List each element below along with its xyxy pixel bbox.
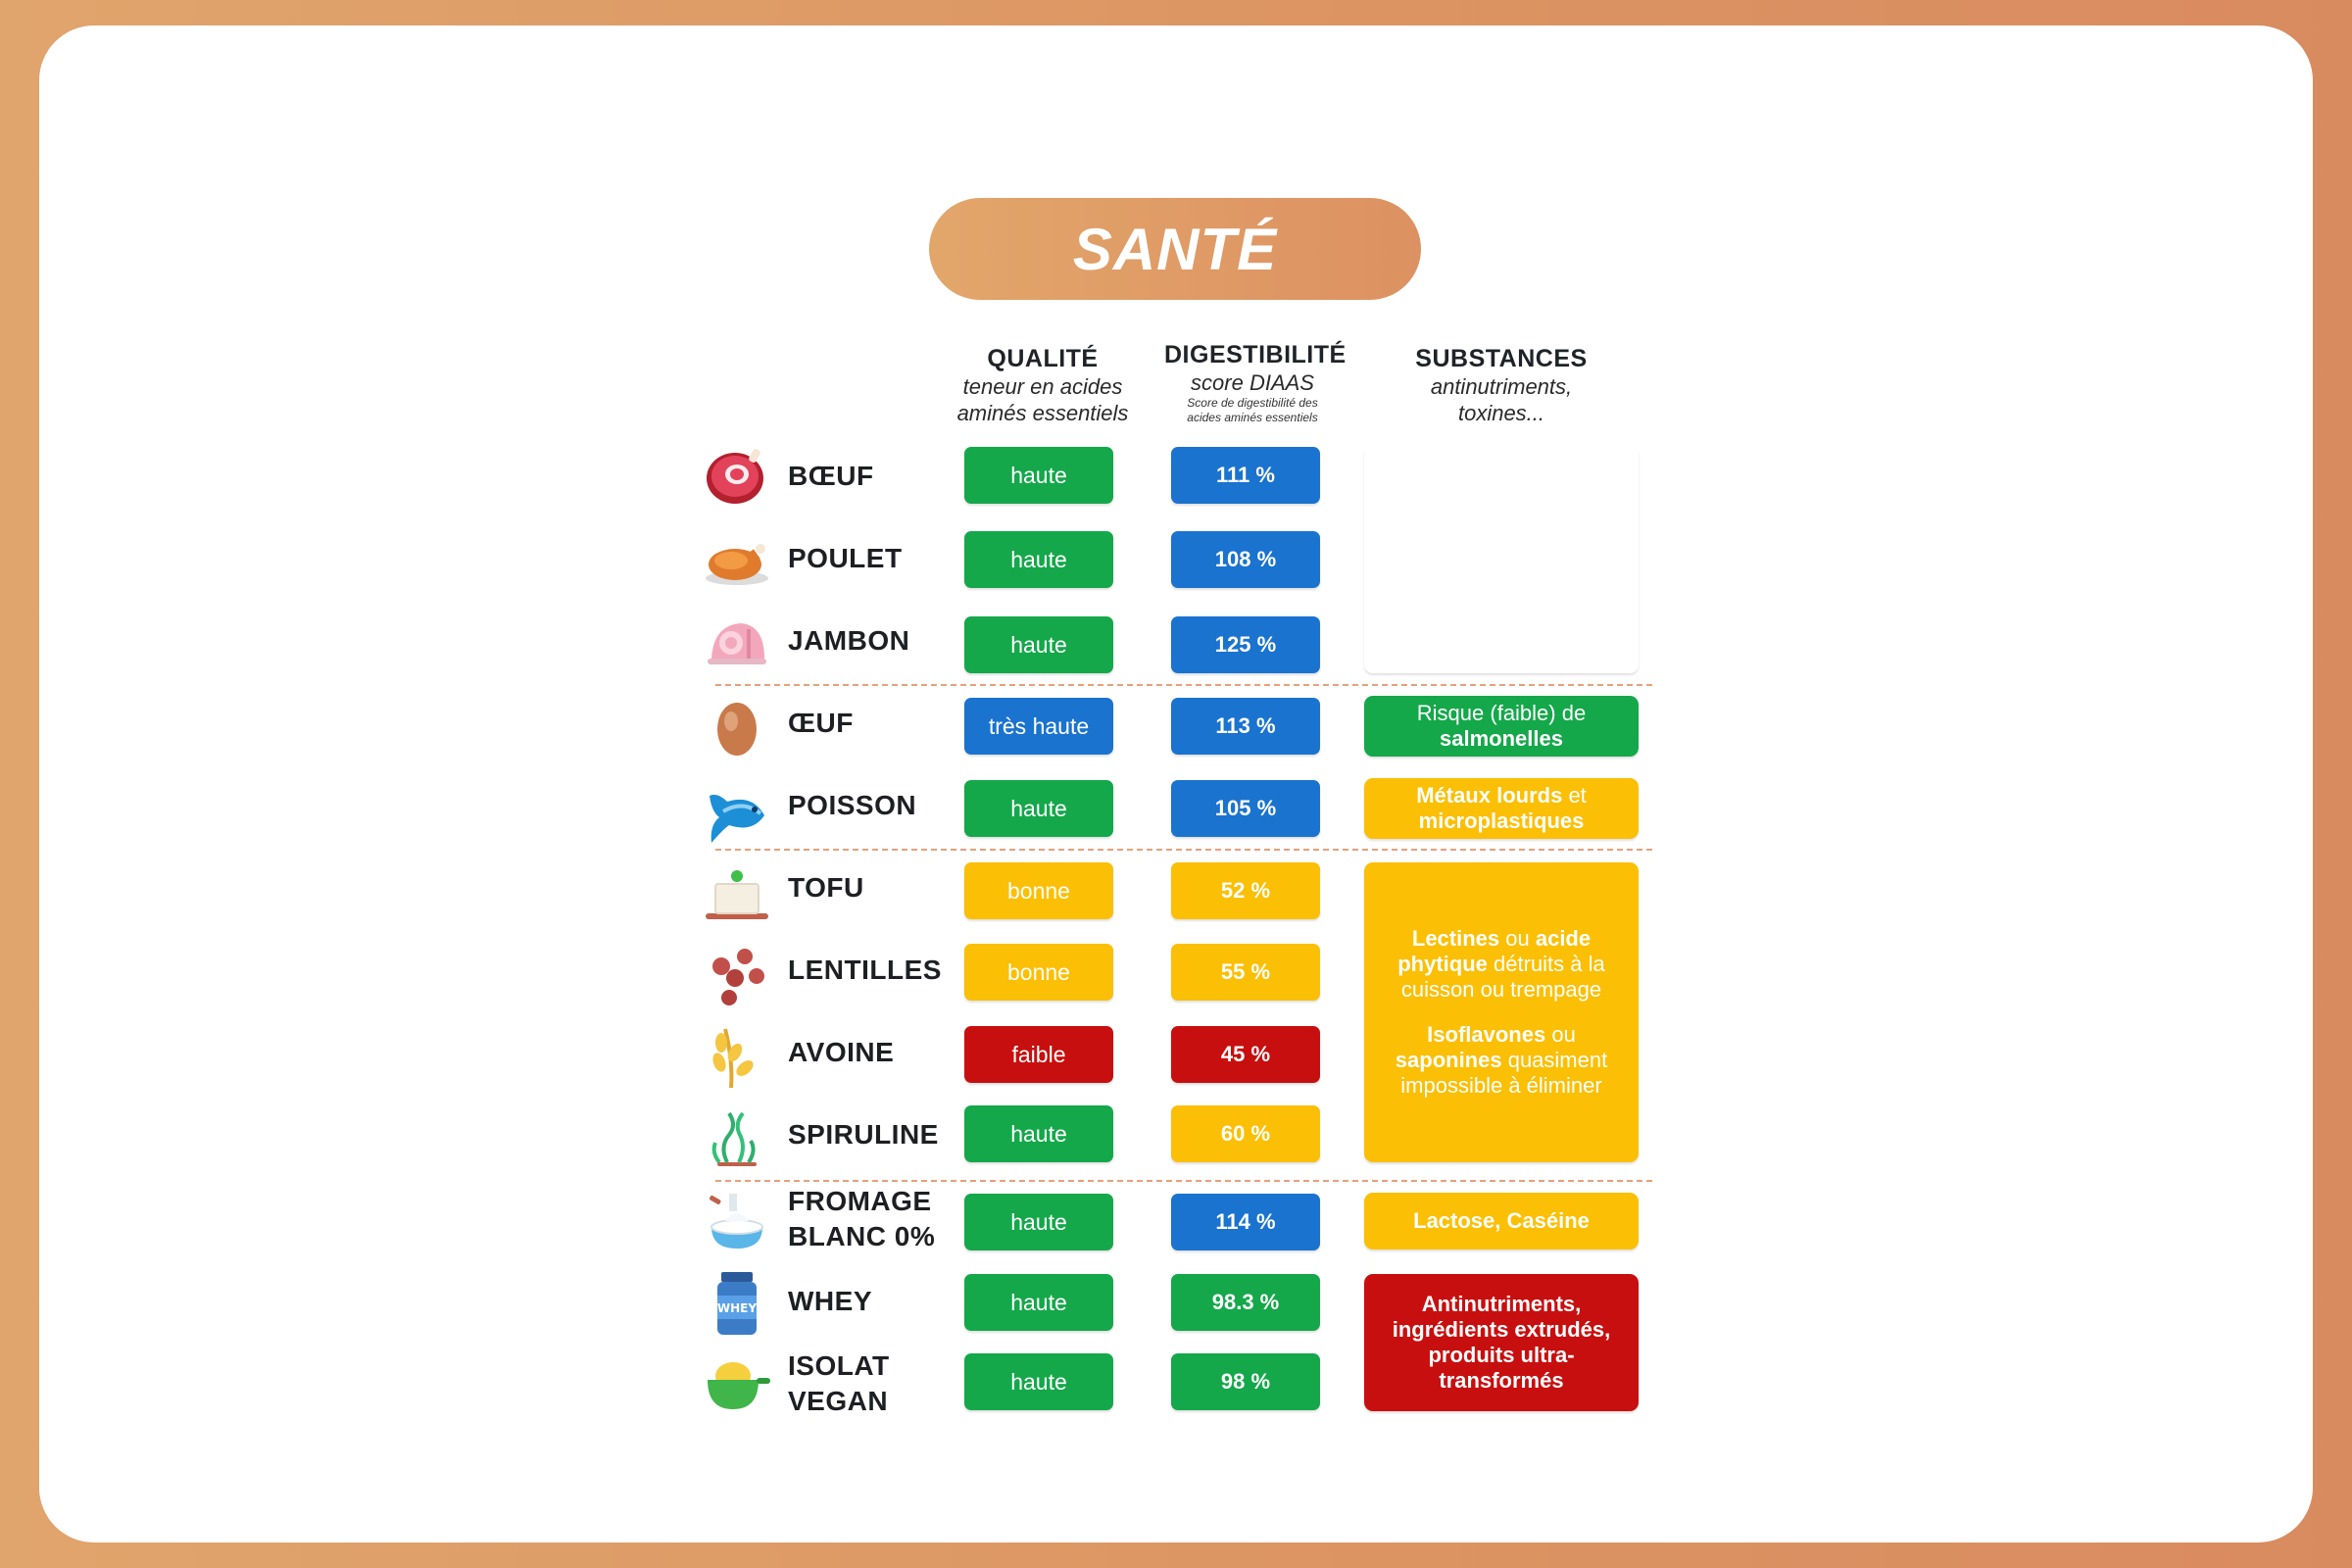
substance-quasiment: quasiment [1501,1048,1608,1072]
substance-ou: ou [1499,926,1536,951]
egg-icon [702,692,772,762]
row-label-spiruline: SPIRULINE [788,1119,939,1150]
substance-detruits: détruits à la [1487,952,1605,976]
quality-badge-avoine: faible [964,1026,1113,1083]
quality-badge-boeuf: haute [964,447,1113,504]
column-subtitle-substances-1: antinutriments, [1430,374,1573,399]
quality-badge-lentilles: bonne [964,944,1113,1001]
row-label-fromage-blanc [788,1184,935,1254]
diaas-badge-lentilles: 55 % [1171,944,1320,1001]
yogurt-bowl-icon [702,1188,772,1258]
substance-salmonelles: salmonelles [1440,726,1563,751]
diaas-badge-whey: 98.3 % [1171,1274,1320,1331]
row-label-blanc: BLANC 0% [788,1221,936,1251]
substance-saponines: saponines [1395,1048,1502,1072]
column-header-substances [1403,345,1599,426]
infographic [39,25,2313,1543]
row-label-isolat-vegan [788,1348,890,1419]
column-subtitle-digestibilite-2: Score de digestibilité des [1187,396,1318,410]
lentils-icon [702,941,772,1011]
row-label-isolat: ISOLAT [788,1350,890,1381]
ham-icon [702,608,772,678]
diaas-badge-poisson: 105 % [1171,780,1320,837]
substance-ou: ou [1545,1022,1576,1047]
substance-phytique: phytique [1397,952,1488,976]
column-title-qualite: QUALITÉ [987,345,1099,372]
quality-badge-whey: haute [964,1274,1113,1331]
substance-impossible: impossible à éliminer [1400,1073,1602,1098]
diaas-badge-oeuf: 113 % [1171,698,1320,755]
substance-ultra: produits ultra- [1428,1343,1575,1367]
substance-risque: Risque (faible) de [1416,701,1587,725]
tofu-icon [702,858,772,929]
column-subtitle-qualite-1: teneur en acides [962,374,1123,399]
quality-badge-fromage-blanc: haute [964,1194,1113,1250]
column-subtitle-digestibilite-1: score DIAAS [1191,370,1314,395]
fish-icon [702,776,772,847]
row-label-tofu: TOFU [788,872,864,903]
diaas-badge-tofu: 52 % [1171,862,1320,919]
column-subtitle-substances-2: toxines... [1457,401,1545,425]
svg-text:WHEY: WHEY [716,1301,758,1315]
oat-icon [702,1021,772,1092]
substance-fer-heminique: Fer héminique [1427,534,1576,559]
quality-badge-jambon: haute [964,616,1113,673]
substances-box-fromage [1364,1193,1639,1250]
title: SANTÉ [1072,216,1278,282]
column-title-substances: SUBSTANCES [1415,345,1588,372]
substance-acide: acide [1535,926,1592,951]
card [39,25,2313,1543]
substance-extrudes: ingrédients extrudés, [1392,1317,1611,1342]
diaas-badge-isolat-vegan: 98 % [1171,1353,1320,1410]
row-label-poulet: POULET [788,543,903,573]
quality-badge-spiruline: haute [964,1105,1113,1162]
substances-box-poudres [1364,1274,1639,1411]
roast-chicken-icon [702,523,772,594]
substance-et: et [1562,783,1587,808]
column-subtitle-qualite-2: aminés essentiels [956,401,1129,425]
substance-isoflavones: Isoflavones [1427,1022,1546,1047]
column-subtitle-digestibilite-3: acides aminés essentiels [1187,411,1318,424]
substances-box-poisson [1364,778,1639,839]
diaas-badge-fromage-blanc: 114 % [1171,1194,1320,1250]
powder-scoop-icon [702,1348,772,1419]
seaweed-icon [702,1103,772,1174]
diaas-badge-avoine: 45 % [1171,1026,1320,1083]
diaas-badge-boeuf: 111 % [1171,447,1320,504]
quality-badge-isolat-vegan: haute [964,1353,1113,1410]
separator [715,1180,1652,1182]
row-label-avoine: AVOINE [788,1037,895,1067]
row-label-vegan: VEGAN [788,1386,889,1416]
substance-microplastiques: microplastiques [1418,808,1585,833]
substance-cuisson: cuisson ou trempage [1400,977,1602,1002]
substance-acides-gras: Acides gras saturés [1398,493,1604,517]
diaas-badge-poulet: 108 % [1171,531,1320,588]
title-banner [929,198,1421,300]
substance-nitrites: nitrites [1465,601,1538,625]
quality-badge-poulet: haute [964,531,1113,588]
column-title-digestibilite: DIGESTIBILITÉ [1164,341,1347,368]
column-header-qualite [945,345,1141,426]
row-label-whey: WHEY [788,1286,872,1316]
quality-badge-tofu: bonne [964,862,1113,919]
substances-box-vegetaux [1364,862,1639,1162]
quality-badge-poisson: haute [964,780,1113,837]
substances-box-viandes [1364,446,1639,673]
row-label-jambon: JAMBON [788,625,910,656]
substance-metaux-lourds: Métaux lourds [1416,783,1563,808]
substances-box-oeuf [1364,696,1639,757]
diaas-badge-spiruline: 60 % [1171,1105,1320,1162]
separator [715,684,1652,686]
row-label-fromage: FROMAGE [788,1186,932,1216]
substance-transformes: transformés [1439,1368,1564,1393]
quality-badge-oeuf: très haute [964,698,1113,755]
steak-icon [702,439,772,510]
row-label-poisson: POISSON [788,790,917,820]
row-label-boeuf: BŒUF [788,461,874,491]
row-label-lentilles: LENTILLES [788,955,942,985]
substance-lectines: Lectines [1411,926,1500,951]
column-header-digestibilite [1164,341,1347,425]
substance-lactose-caseine: Lactose, Caséine [1413,1208,1590,1233]
substance-potentiellement: Potentiellement [1427,575,1576,600]
row-label-oeuf: ŒUF [788,708,854,738]
substance-antinutriments: Antinutriments, [1421,1292,1582,1316]
separator [715,849,1652,851]
whey-jar-icon [702,1268,772,1339]
diaas-badge-jambon: 125 % [1171,616,1320,673]
